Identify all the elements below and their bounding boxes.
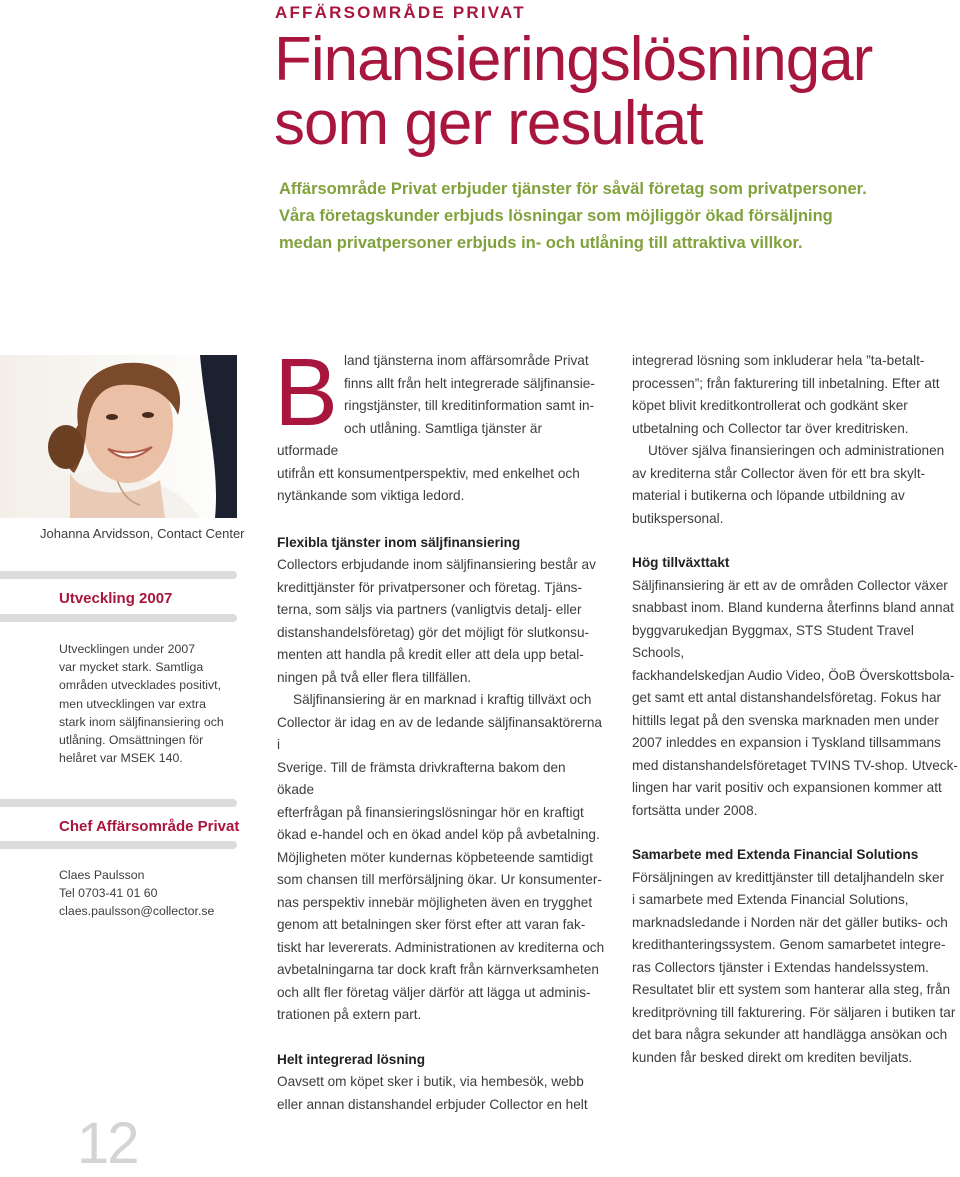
title-line-2: som ger resultat — [274, 89, 703, 158]
body-paragraph: Säljfinansiering är en marknad i kraftig tillväxt och Collector är idag en av de ledande säljfinansaktörerna i Sverige. Till de främsta drivkrafterna bakom den ökade efterfrågan på finansieringslösningar hör en kraftigt ökad e-handel och en ökad andel köp på avbetalning. Möjligheten möter kundernas köpbeteende samtidigt som chansen till merförsäljning ökar. Ur konsumenter- nas perspektiv innebär möjligheten även en trygghet genom att betalningen sker först efter att varan fak- tiskt har levererats. Administrationen av krediterna och avbetalningarna tar dock kraft från kärnverksamheten och allt fler företag väljer därför att lägga ut adminis- trationen på extern part. — [277, 692, 605, 1022]
body-paragraph: Collectors erbjudande inom säljfinansiering består av kredittjänster för privatpersoner och företag. Tjäns- terna, som säljs via partners (vanligtvis detalj- eller distanshandelsföretag) gör det möjligt för slutkonsu- menten att handla på kredit eller att dela upp betal- ningen på två eller flera tillfällen. — [277, 557, 596, 685]
body-paragraph: Utöver själva finansieringen och administrationen av krediterna står Collector även för ett bra skylt- material i butikerna och löpande utbildning av butikspersonal. — [632, 443, 945, 526]
contact-name: Claes Paulsson — [59, 868, 145, 882]
subheading-integrated-solution: Helt integrerad lösning — [277, 1051, 426, 1067]
sidebar-line: stark inom säljfinansiering och — [59, 714, 224, 729]
lead-paragraph — [279, 176, 919, 257]
sidebar-divider — [0, 614, 237, 622]
body-paragraph: integrerad lösning som inkluderar hela ”ta-betalt- processen”; från fakturering till inbetalning. Efter att köpet blivit kreditkontrollerat och godkänt sker utbetalning och Collector tar över kreditrisken. — [632, 353, 940, 436]
photo-caption: Johanna Arvidsson, Contact Center — [40, 526, 245, 541]
body-paragraph: Försäljningen av kredittjänster till detaljhandeln sker i samarbete med Extenda Financial Solutions, marknadsledande i Norden när det gäller butiks- och kredithanteringssystem. Genom samarbetet integre- ras Collectors tjänster i Extendas handelssystem. Resultatet blir ett system som hanterar alla steg, från kreditprövning till fakturering. För säljaren i butiken tar det bara några sekunder att handlägga ansökan och kunden får besked direkt om krediten beviljats. — [632, 869, 956, 1065]
drop-cap: B — [274, 339, 339, 446]
sidebar-heading-manager: Chef Affärsområde Privat — [59, 818, 240, 835]
subheading-extenda-cooperation: Samarbete med Extenda Financial Solutions — [632, 847, 919, 862]
sidebar-line: områden utvecklades positivt, — [59, 678, 221, 693]
title-line-1: Finansieringslösningar — [274, 25, 873, 94]
lead-line: Affärsområde Privat erbjuder tjänster för såväl företag som privatpersoner. — [279, 180, 867, 198]
sidebar-line: utlåning. Omsättningen för — [59, 733, 204, 748]
subheading-high-growth: Hög tillväxttakt — [632, 555, 730, 570]
body-column-2 — [632, 350, 960, 1069]
contact-phone: Tel 0703-41 01 60 — [59, 886, 158, 901]
body-paragraph: Säljfinansiering är ett av de områden Collector växer snabbast inom. Bland kunderna återfinns bland annat byggvarukedjan Byggmax, STS Student Travel Schools, fackhandelskedjan Audio Video, ÖoB Överskottsbola- get samt ett antal distanshandelsföretag. Fokus har hittills legat på den svenska marknaden men under 2007 inleddes en expansion i Tyskland tillsammans med distanshandelsföretaget TVINS TV-shop. Utveck- lingen har varit positiv och expansionen kommer att fortsätta under 2008. — [632, 577, 958, 818]
sidebar-line: Utvecklingen under 2007 — [59, 642, 196, 656]
body-column-1 — [274, 339, 605, 1116]
subheading-flexible-services: Flexibla tjänster inom säljfinansiering — [277, 534, 521, 550]
sidebar-development-text — [59, 640, 234, 767]
page-title — [274, 25, 873, 158]
contact-block — [59, 866, 234, 921]
sidebar-line: var mycket stark. Samtliga — [59, 660, 204, 675]
section-kicker: AFFÄRSOMRÅDE PRIVAT — [275, 3, 526, 22]
lead-line: medan privatpersoner erbjuds in- och utlåning till attraktiva villkor. — [279, 234, 803, 252]
portrait-photo — [0, 355, 237, 518]
contact-email-link[interactable]: claes.paulsson@collector.se — [59, 904, 215, 919]
page-number: 12 — [77, 1111, 138, 1176]
sidebar-line: men utvecklingen var extra — [59, 696, 206, 711]
sidebar-divider — [0, 841, 237, 849]
sidebar-divider — [0, 571, 237, 579]
intro-paragraph: land tjänsterna inom affärsområde Privat finns allt från helt integrerade säljfinansie- ringstjänster, till kreditinformation samt in- och utlåning. Samtliga tjänster är utformade utifrån ett konsumentperspektiv, med enkelhet och nytänkande som viktiga ledord. — [277, 353, 595, 503]
lead-line: Våra företagskunder erbjuds lösningar som möjliggör ökad försäljning — [279, 207, 833, 225]
body-paragraph: Oavsett om köpet sker i butik, via hembesök, webb eller annan distanshandel erbjuder Collector en helt — [277, 1074, 588, 1112]
sidebar-divider — [0, 799, 237, 807]
sidebar-line: helåret var MSEK 140. — [59, 751, 183, 766]
sidebar-heading-development: Utveckling 2007 — [59, 590, 173, 607]
